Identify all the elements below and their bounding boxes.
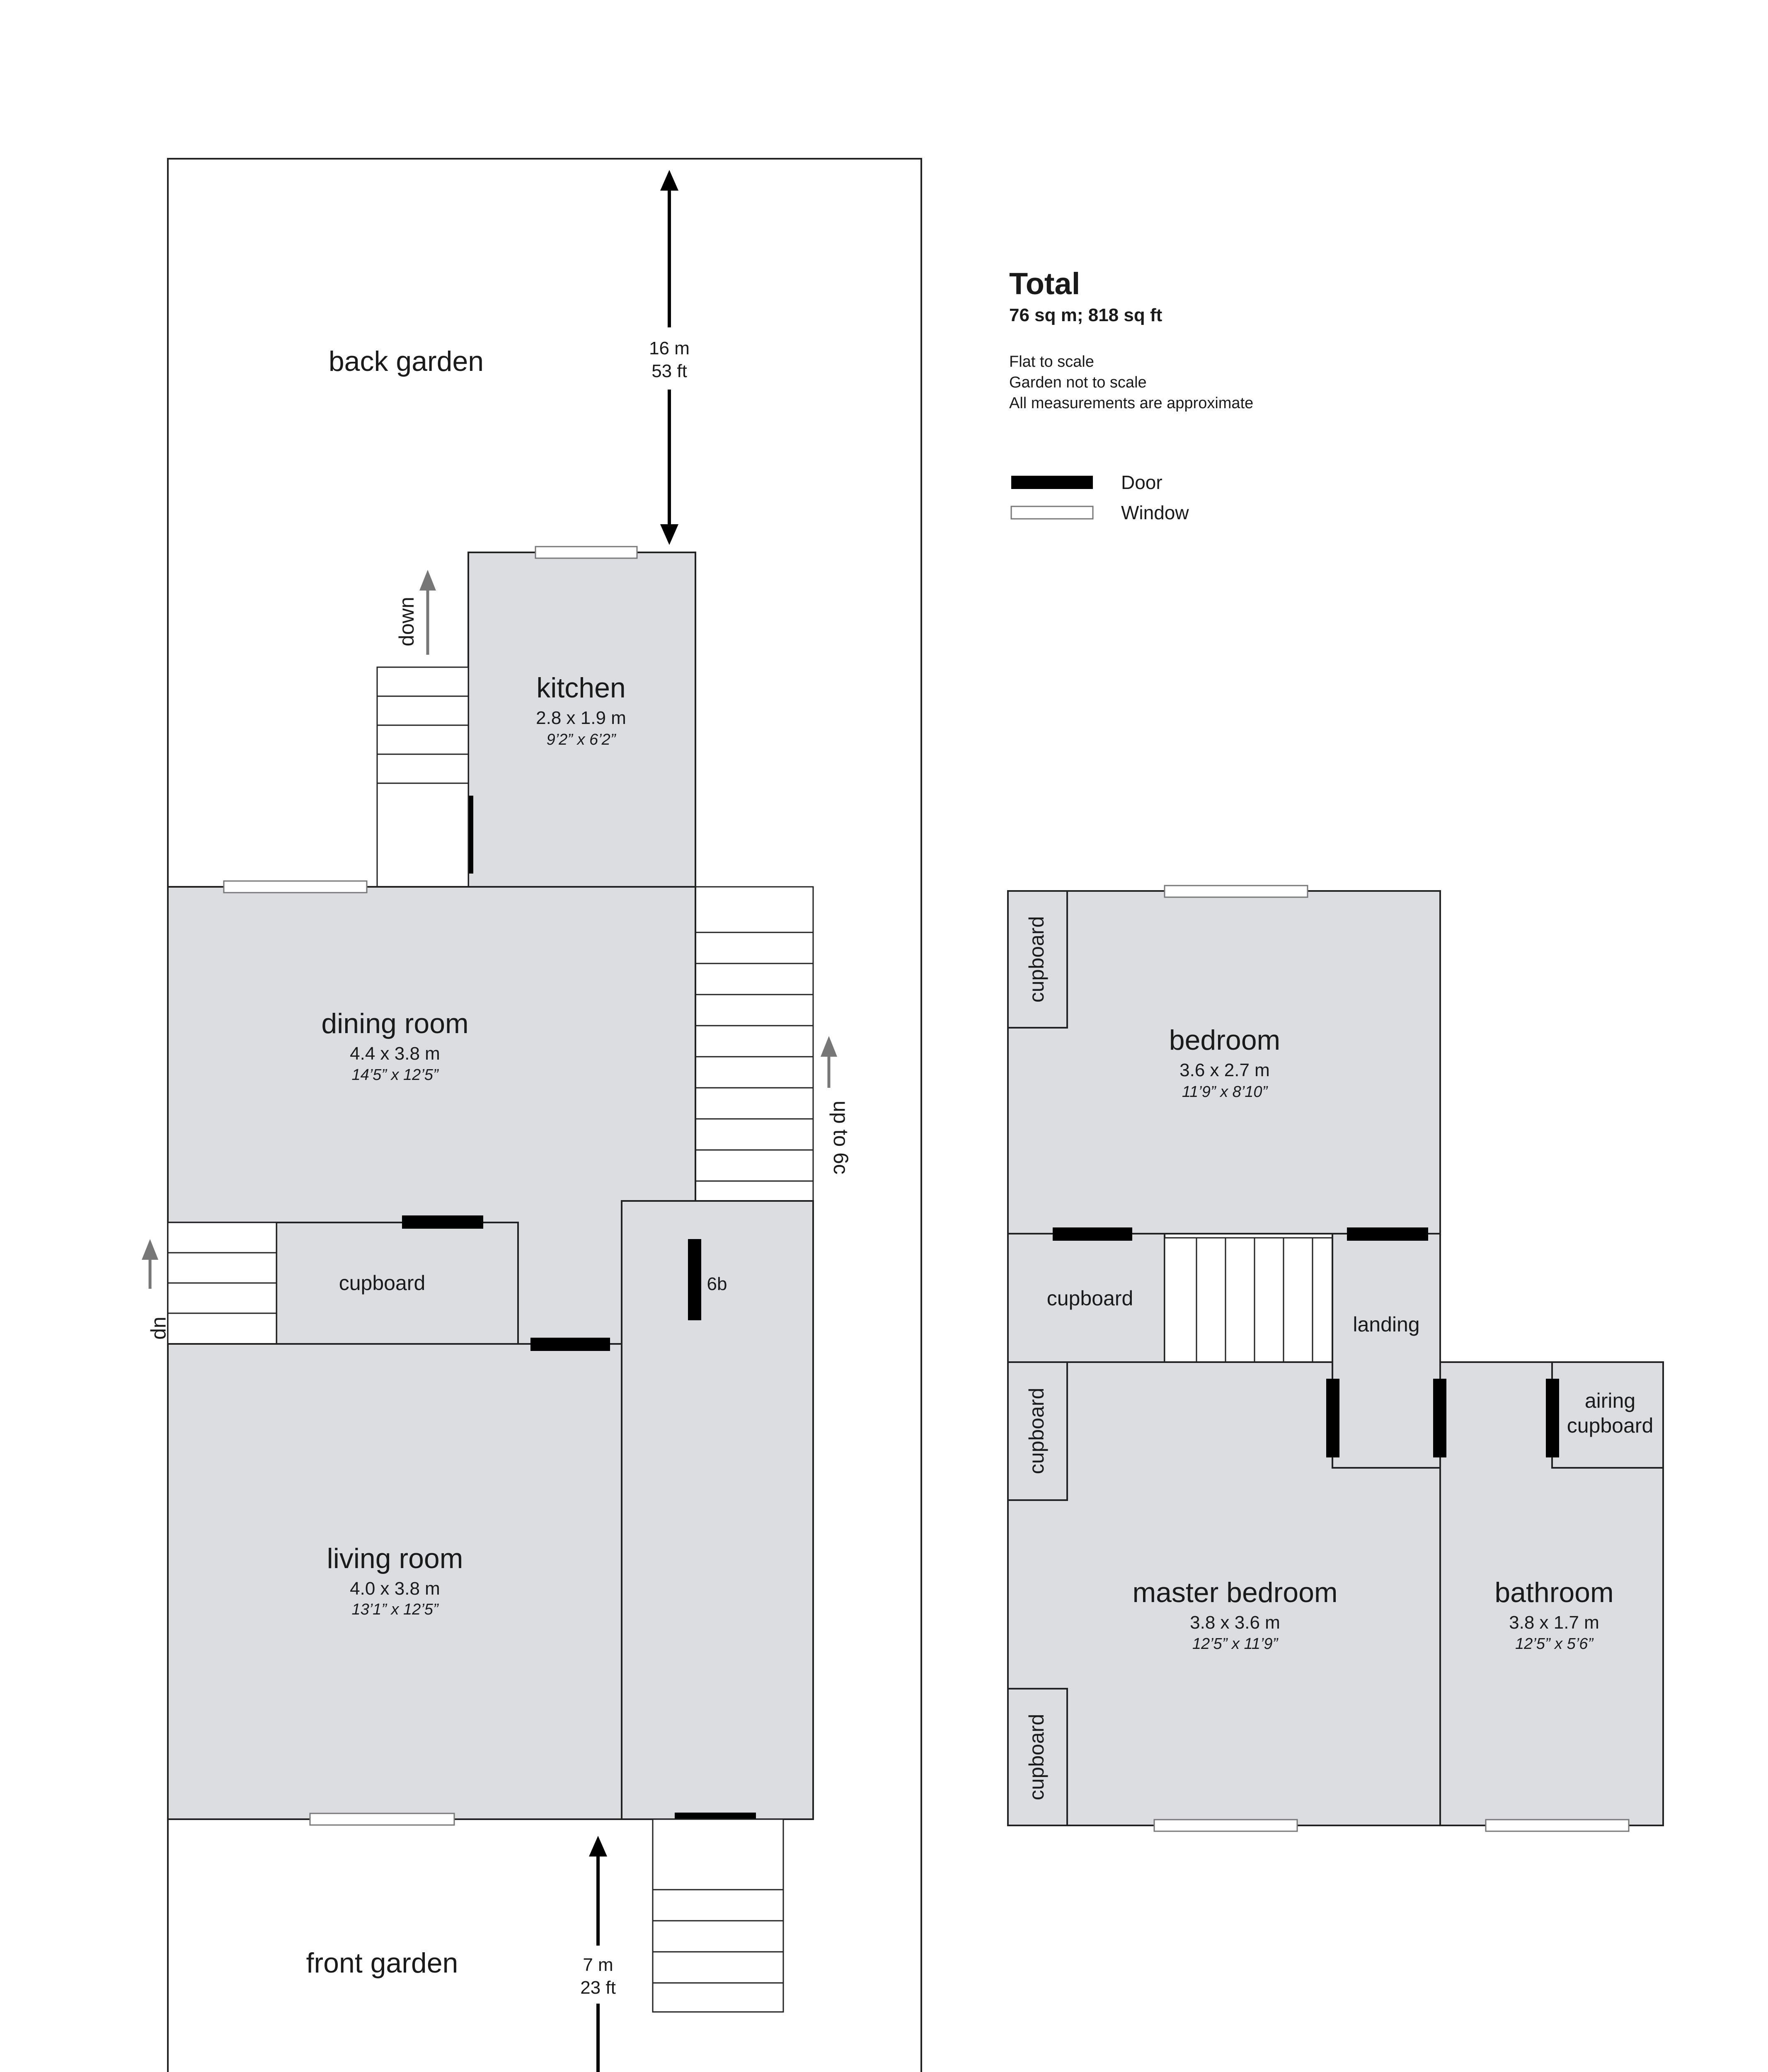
front-steps (653, 1819, 783, 2012)
airing-cupboard-label-2: cupboard (1567, 1414, 1654, 1437)
dining-room-name: dining room (321, 1008, 469, 1039)
living-room-window (310, 1813, 454, 1825)
total-title: Total (1009, 266, 1080, 301)
master-cupboard-top-label: cupboard (1025, 1387, 1048, 1474)
cupboard-door (402, 1215, 483, 1229)
dining-room-imperial: 14’5” x 12’5” (351, 1066, 438, 1084)
kitchen-window (535, 547, 637, 558)
front-garden-depth-m: 7 m (583, 1955, 613, 1975)
living-room-door (530, 1338, 610, 1351)
bedroom-door (1347, 1227, 1428, 1241)
bedroom-imperial: 11’9” x 8’10” (1182, 1083, 1268, 1101)
upper-ground-floor (142, 159, 921, 2072)
living-room-name: living room (327, 1543, 463, 1574)
master-bedroom-window (1154, 1820, 1297, 1831)
landing-label: landing (1353, 1313, 1420, 1336)
stairs-up (142, 1222, 276, 1344)
master-bedroom-imperial: 12’5” x 11’9” (1192, 1635, 1278, 1653)
front-garden-label: front garden (306, 1947, 458, 1979)
landing-cupboard-label: cupboard (1046, 1287, 1133, 1310)
master-bedroom-door (1326, 1379, 1339, 1457)
bathroom-name: bathroom (1494, 1577, 1614, 1608)
legend-window-swatch (1011, 506, 1093, 519)
dining-room-metric: 4.4 x 3.8 m (350, 1043, 440, 1064)
living-room-imperial: 13’1” x 12’5” (351, 1601, 438, 1618)
bedroom-window (1165, 886, 1308, 897)
landing-cupboard-door (1053, 1227, 1132, 1241)
bathroom-door (1433, 1379, 1446, 1457)
back-garden-label: back garden (328, 346, 484, 377)
legend (1011, 472, 1189, 523)
note-flat-scale: Flat to scale (1009, 353, 1094, 370)
master-bedroom-name: master bedroom (1132, 1577, 1338, 1608)
landing (1332, 1234, 1440, 1468)
stairs-up-label: up (150, 1317, 173, 1340)
stairs-up-to-label: up to 6c (829, 1101, 853, 1174)
bedroom-name: bedroom (1169, 1024, 1281, 1056)
summary-panel (1009, 266, 1253, 523)
first-floor-stairs (1165, 1238, 1332, 1362)
master-bedroom-metric: 3.8 x 3.6 m (1190, 1612, 1280, 1633)
back-garden-depth-m: 16 m (649, 338, 690, 358)
bathroom-window (1486, 1820, 1629, 1831)
front-garden-depth-ft: 23 ft (580, 1978, 616, 1998)
back-garden-depth-ft: 53 ft (651, 361, 687, 381)
stairs-down (377, 570, 468, 887)
bathroom-imperial: 12’5” x 5’6” (1515, 1635, 1593, 1653)
airing-cupboard-door (1546, 1379, 1559, 1457)
total-area: 76 sq m; 818 sq ft (1009, 305, 1163, 325)
kitchen-metric: 2.8 x 1.9 m (536, 708, 626, 728)
kitchen-name: kitchen (536, 672, 626, 704)
note-approximate: All measurements are approximate (1009, 395, 1254, 412)
front-garden-dimension (580, 1836, 616, 2072)
back-garden-dimension (649, 170, 690, 545)
stairs-down-label: down (395, 597, 418, 646)
cupboard-ground-label: cupboard (339, 1271, 426, 1295)
first-floor (1008, 886, 1663, 2072)
bedroom-cupboard-label: cupboard (1025, 916, 1048, 1003)
airing-cupboard-label-1: airing (1584, 1389, 1636, 1412)
dining-room-window (224, 881, 367, 893)
legend-door-swatch (1011, 476, 1093, 489)
master-cupboard-bottom-label: cupboard (1025, 1714, 1048, 1801)
living-room-metric: 4.0 x 3.8 m (350, 1578, 440, 1599)
bedroom-metric: 3.6 x 2.7 m (1179, 1060, 1270, 1080)
bathroom-metric: 3.8 x 1.7 m (1509, 1612, 1599, 1633)
stairs-up-to-6c (695, 887, 853, 1201)
note-garden-scale: Garden not to scale (1009, 374, 1147, 391)
flat-6b-door (688, 1239, 701, 1320)
legend-door-label: Door (1121, 472, 1163, 493)
kitchen-imperial: 9’2” x 6’2” (546, 731, 616, 748)
legend-window-label: Window (1121, 502, 1189, 523)
flat-6b-label: 6b (707, 1274, 727, 1294)
